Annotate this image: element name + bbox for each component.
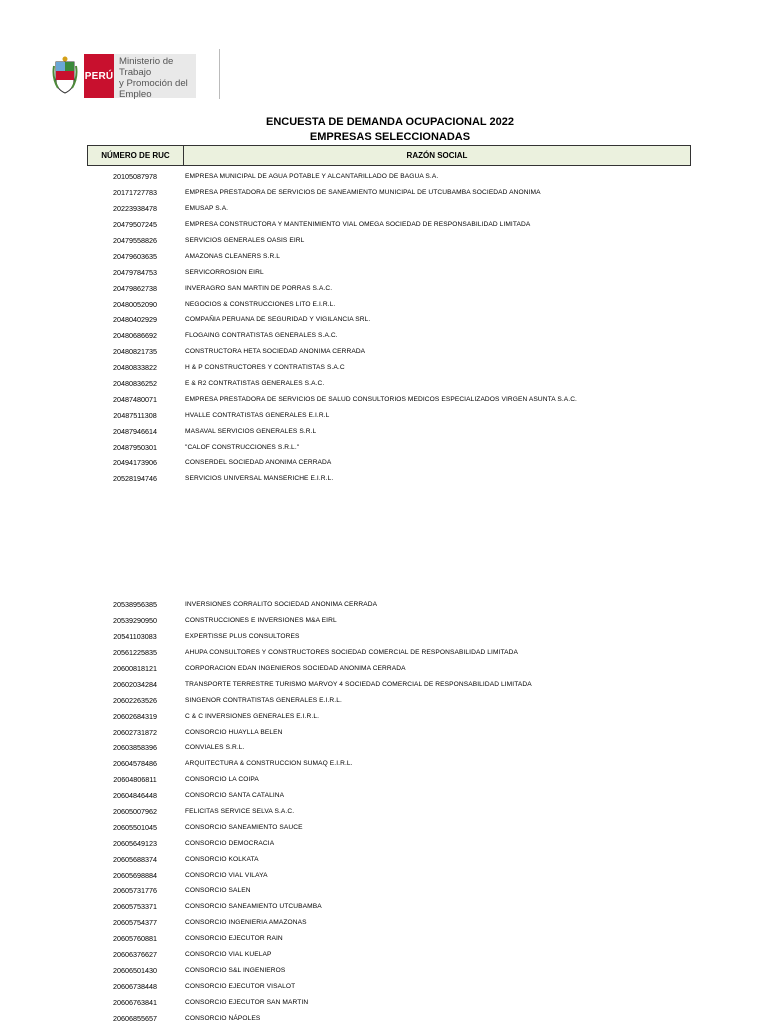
ruc-cell: 20605501045 bbox=[113, 822, 157, 832]
column-header-ruc: NÚMERO DE RUC bbox=[88, 146, 184, 165]
ruc-cell: 20602034284 bbox=[113, 679, 157, 689]
header-divider bbox=[219, 49, 220, 99]
table-row bbox=[87, 931, 691, 947]
company-name-cell: CONSORCIO NÁPOLES bbox=[185, 1014, 261, 1022]
company-name-cell: INVERSIONES CORRALITO SOCIEDAD ANONIMA CERRADA bbox=[185, 601, 378, 609]
company-name-cell: CONSORCIO SALEN bbox=[185, 887, 251, 895]
ruc-cell: 20600818121 bbox=[113, 664, 157, 673]
ruc-cell: 20480402929 bbox=[113, 315, 157, 325]
table-row bbox=[87, 788, 691, 804]
ministry-line-2: y Promoción del Empleo bbox=[119, 78, 188, 100]
company-name-cell: FELICITAS SERVICE SELVA S.A.C. bbox=[185, 808, 295, 816]
table-row bbox=[87, 915, 691, 931]
table-row bbox=[87, 376, 691, 392]
company-name-cell: INVERAGRO SAN MARTIN DE PORRAS S.A.C. bbox=[185, 284, 333, 292]
ruc-cell: 20606855657 bbox=[113, 1013, 157, 1023]
company-name-cell: AMAZONAS CLEANERS S.R.L bbox=[185, 252, 281, 260]
ruc-cell: 20606738448 bbox=[113, 981, 157, 991]
ruc-cell: 20480836252 bbox=[113, 379, 157, 389]
company-name-cell: EMPRESA PRESTADORA DE SERVICIOS DE SALUD CONSULTORIOS MEDICOS ESPECIALIZADOS VIRGEN ASUNTA S.A.C. bbox=[185, 395, 577, 403]
company-name-cell: CONSORCIO EJECUTOR SAN MARTIN bbox=[185, 998, 309, 1006]
ruc-cell: 20606763841 bbox=[113, 997, 157, 1007]
table-row bbox=[87, 629, 691, 645]
ruc-cell: 20528194746 bbox=[113, 474, 157, 484]
table-row bbox=[87, 724, 691, 740]
ruc-cell: 20602263526 bbox=[113, 695, 157, 705]
company-name-cell: ARQUITECTURA & CONSTRUCCION SUMAQ E.I.R.L. bbox=[185, 760, 353, 768]
table-row bbox=[87, 962, 691, 978]
ruc-cell: 20479603635 bbox=[113, 251, 157, 261]
table-row bbox=[87, 312, 691, 328]
table-row bbox=[87, 233, 691, 249]
header bbox=[52, 53, 196, 99]
table-row bbox=[87, 994, 691, 1010]
company-name-cell: CONSORCIO VIAL VILAYA bbox=[185, 871, 268, 879]
table-row bbox=[87, 645, 691, 661]
ruc-cell: 20479507245 bbox=[113, 220, 157, 230]
table-row bbox=[87, 804, 691, 820]
table-row bbox=[87, 169, 691, 185]
table-row bbox=[87, 423, 691, 439]
table-row bbox=[87, 264, 691, 280]
ruc-cell: 20604578486 bbox=[113, 759, 157, 769]
company-name-cell: EMPRESA PRESTADORA DE SERVICIOS DE SANEAMIENTO MUNICIPAL DE UTCUBAMBA SOCIEDAD ANONIMA bbox=[185, 189, 541, 197]
company-name-cell: CONSORCIO DEMOCRACIA bbox=[185, 839, 275, 847]
table-row bbox=[87, 867, 691, 883]
table-row bbox=[87, 676, 691, 692]
ruc-cell: 20605698884 bbox=[113, 870, 157, 880]
ruc-cell: 20479784753 bbox=[113, 267, 157, 277]
ruc-cell: 20480833822 bbox=[113, 363, 157, 373]
table-header bbox=[87, 145, 691, 166]
ruc-cell: 20479862738 bbox=[113, 283, 157, 293]
ruc-cell: 20105087978 bbox=[113, 172, 157, 182]
company-name-cell: CONSTRUCTORA HETA SOCIEDAD ANONIMA CERRADA bbox=[185, 348, 366, 356]
company-name-cell: CONSORCIO EJECUTOR RAIN bbox=[185, 935, 283, 943]
company-name-cell: CONSORCIO SANEAMIENTO SAUCE bbox=[185, 823, 303, 831]
ruc-cell: 20487946614 bbox=[113, 426, 157, 436]
table-row bbox=[87, 185, 691, 201]
ruc-cell: 20479558826 bbox=[113, 236, 157, 245]
company-name-cell: CONSTRUCCIONES E INVERSIONES M&A EIRL bbox=[185, 617, 337, 625]
company-name-cell: CONSORCIO SANTA CATALINA bbox=[185, 792, 285, 800]
table-row bbox=[87, 978, 691, 994]
company-name-cell: CONSORCIO S&L INGENIEROS bbox=[185, 966, 286, 974]
table-row bbox=[87, 899, 691, 915]
company-name-cell: SERVICIOS GENERALES OASIS EIRL bbox=[185, 237, 305, 244]
company-name-cell: CONSORCIO KOLKATA bbox=[185, 855, 259, 863]
peru-label: PERÚ bbox=[84, 54, 114, 98]
ruc-cell: 20539290950 bbox=[113, 616, 157, 626]
company-name-cell: COMPAÑIA PERUANA DE SEGURIDAD Y VIGILANCIA SRL. bbox=[185, 316, 371, 324]
company-name-cell: CONSORCIO EJECUTOR VISALOT bbox=[185, 982, 296, 990]
company-name-cell: CONSORCIO HUAYLLA BELEN bbox=[185, 728, 283, 736]
table-row bbox=[87, 740, 691, 756]
ruc-cell: 20605007962 bbox=[113, 807, 157, 817]
company-name-cell: CORPORACION EDAN INGENIEROS SOCIEDAD ANONIMA CERRADA bbox=[185, 665, 406, 672]
table-row bbox=[87, 819, 691, 835]
company-name-cell: CONSORCIO LA COIPA bbox=[185, 776, 259, 784]
column-header-name: RAZÓN SOCIAL bbox=[406, 151, 468, 160]
table-row bbox=[87, 708, 691, 724]
company-name-cell: SERVICIOS UNIVERSAL MANSERICHE E.I.R.L. bbox=[185, 475, 334, 483]
table-row bbox=[87, 439, 691, 455]
company-name-cell: EMPRESA CONSTRUCTORA Y MANTENIMIENTO VIAL OMEGA SOCIEDAD DE RESPONSABILIDAD LIMITADA bbox=[185, 221, 531, 229]
ruc-cell: 20538956385 bbox=[113, 600, 157, 610]
table-row bbox=[87, 661, 691, 677]
ruc-cell: 20605688374 bbox=[113, 854, 157, 864]
document-subtitle: EMPRESAS SELECCIONADAS bbox=[309, 131, 471, 143]
table-body-page-1 bbox=[87, 169, 691, 487]
table-row bbox=[87, 835, 691, 851]
ruc-cell: 20602684319 bbox=[113, 711, 157, 721]
table-row bbox=[87, 296, 691, 312]
table-row bbox=[87, 328, 691, 344]
ruc-cell: 20605754377 bbox=[113, 918, 157, 928]
ministry-logo bbox=[84, 54, 196, 98]
table-body-page-2 bbox=[87, 597, 691, 1026]
company-name-cell: AHUPA CONSULTORES Y CONSTRUCTORES SOCIEDAD COMERCIAL DE RESPONSABILIDAD LIMITADA bbox=[185, 649, 518, 657]
ministry-name bbox=[114, 54, 196, 98]
company-name-cell: "CALOF CONSTRUCCIONES S.R.L." bbox=[185, 443, 300, 451]
table-row bbox=[87, 851, 691, 867]
ruc-cell: 20606501430 bbox=[113, 965, 157, 975]
company-name-cell: CONVIALES S.R.L. bbox=[185, 744, 245, 752]
company-name-cell: MASAVAL SERVICIOS GENERALES S.R.L bbox=[185, 427, 317, 435]
ruc-cell: 20541103083 bbox=[113, 632, 157, 642]
ruc-cell: 20480052090 bbox=[113, 299, 157, 309]
ruc-cell: 20602731872 bbox=[113, 727, 157, 737]
table-row bbox=[87, 597, 691, 613]
company-name-cell: EXPERTISSE PLUS CONSULTORES bbox=[185, 633, 300, 641]
table-row bbox=[87, 344, 691, 360]
table-row bbox=[87, 947, 691, 963]
company-name-cell: CONSERDEL SOCIEDAD ANONIMA CERRADA bbox=[185, 459, 332, 467]
company-name-cell: H & P CONSTRUCTORES Y CONTRATISTAS S.A.C bbox=[185, 364, 345, 372]
table-row bbox=[87, 391, 691, 407]
ruc-cell: 20171727783 bbox=[113, 188, 157, 198]
table-row bbox=[87, 883, 691, 899]
table-row bbox=[87, 201, 691, 217]
table-row bbox=[87, 360, 691, 376]
table-row bbox=[87, 613, 691, 629]
table-row bbox=[87, 407, 691, 423]
company-name-cell: NEGOCIOS & CONSTRUCCIONES LITO E.I.R.L. bbox=[185, 300, 336, 308]
ruc-cell: 20606376627 bbox=[113, 950, 157, 960]
document-title: ENCUESTA DE DEMANDA OCUPACIONAL 2022 bbox=[266, 116, 514, 128]
company-name-cell: CONSORCIO VIAL KUELAP bbox=[185, 951, 272, 959]
ruc-cell: 20223938478 bbox=[113, 204, 157, 214]
ruc-cell: 20605731776 bbox=[113, 886, 157, 896]
ruc-cell: 20487950301 bbox=[113, 442, 157, 452]
ruc-cell: 20605760881 bbox=[113, 934, 157, 944]
ruc-cell: 20480821735 bbox=[113, 347, 157, 357]
company-name-cell: SERVICORROSION EIRL bbox=[185, 268, 264, 276]
company-name-cell: E & R2 CONTRATISTAS GENERALES S.A.C. bbox=[185, 380, 325, 388]
ruc-cell: 20604806811 bbox=[113, 775, 157, 785]
table-row bbox=[87, 217, 691, 233]
coat-of-arms-icon bbox=[52, 56, 78, 96]
ruc-cell: 20561225835 bbox=[113, 648, 157, 658]
ministry-line-1: Ministerio de Trabajo bbox=[119, 56, 174, 78]
table-row bbox=[87, 280, 691, 296]
company-name-cell: EMUSAP S.A. bbox=[185, 205, 229, 213]
ruc-cell: 20604846448 bbox=[113, 791, 157, 801]
ruc-cell: 20487511308 bbox=[113, 410, 157, 420]
ruc-cell: 20494173906 bbox=[113, 458, 157, 468]
company-name-cell: HVALLE CONTRATISTAS GENERALES E.I.R.L bbox=[185, 411, 330, 419]
table-row bbox=[87, 471, 691, 487]
table-row bbox=[87, 756, 691, 772]
table-row bbox=[87, 772, 691, 788]
company-name-cell: SINGENOR CONTRATISTAS GENERALES E.I.R.L. bbox=[185, 696, 342, 704]
table-row bbox=[87, 455, 691, 471]
company-name-cell: TRANSPORTE TERRESTRE TURISMO MARVOY 4 SOCIEDAD COMERCIAL DE RESPONSABILIDAD LIMITADA bbox=[185, 680, 532, 688]
company-name-cell: CONSORCIO SANEAMIENTO UTCUBAMBA bbox=[185, 903, 322, 911]
company-name-cell: CONSORCIO INGENIERIA AMAZONAS bbox=[185, 919, 307, 927]
ruc-cell: 20603858396 bbox=[113, 743, 157, 753]
ruc-cell: 20487480071 bbox=[113, 394, 157, 404]
ruc-cell: 20480686692 bbox=[113, 331, 157, 341]
table-row bbox=[87, 692, 691, 708]
company-name-cell: FLOGAING CONTRATISTAS GENERALES S.A.C. bbox=[185, 332, 338, 340]
company-name-cell: C & C INVERSIONES GENERALES E.I.R.L. bbox=[185, 712, 320, 720]
ruc-cell: 20605753371 bbox=[113, 902, 157, 912]
company-name-cell: EMPRESA MUNICIPAL DE AGUA POTABLE Y ALCANTARILLADO DE BAGUA S.A. bbox=[185, 173, 439, 181]
ruc-cell: 20605649123 bbox=[113, 838, 157, 848]
table-row bbox=[87, 248, 691, 264]
